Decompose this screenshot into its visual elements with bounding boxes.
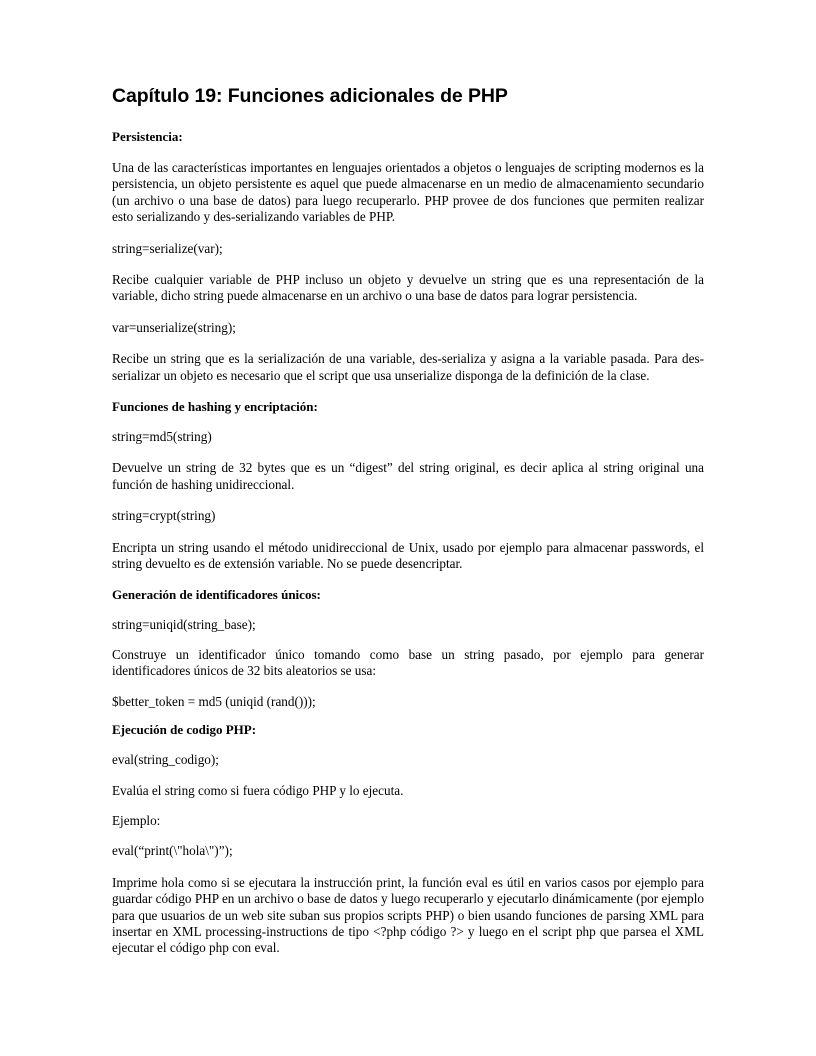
spacer: [112, 710, 704, 722]
code-eval-signature: eval(string_codigo);: [112, 752, 219, 768]
section-heading-persistencia: Persistencia:: [112, 129, 183, 144]
spacer: [112, 145, 704, 160]
paragraph-ejemplo-label: Ejemplo:: [112, 812, 161, 828]
spacer: [112, 336, 704, 351]
spacer: [112, 738, 704, 752]
section-heading-identificadores: Generación de identificadores únicos:: [112, 586, 321, 602]
paragraph-uniqid-desc: Construye un identificador único tomando como base un string pasado, por ejemplo para generar identificadores únicos de 32 bits aleatorios se usa:: [112, 646, 704, 679]
code-serialize: string=serialize(var);: [112, 240, 223, 256]
paragraph-md5-desc: Devuelve un string de 32 bytes que es un “digest” del string original, es decir aplica al string original una función de hashing unidireccional.: [112, 460, 704, 492]
spacer: [112, 257, 704, 272]
spacer: [112, 445, 704, 460]
section-heading-ejecucion: Ejecución de codigo PHP:: [112, 722, 257, 738]
spacer: [112, 603, 704, 617]
code-crypt: string=crypt(string): [112, 508, 216, 524]
document-body: [112, 84, 704, 957]
spacer: [112, 305, 704, 320]
paragraph-unserialize-desc: Recibe un string que es la serialización de una variable, des-serializa y asigna a la variable pasada. Para des-serializar un objeto es necesario que el script que usa unserialize disponga de la definición de la clase.: [112, 351, 704, 383]
spacer: [112, 633, 704, 647]
code-better-token: $better_token = md5 (uniqid (rand()));: [112, 693, 316, 709]
spacer: [112, 493, 704, 508]
page-title: Capítulo 19: Funciones adicionales de PHP: [112, 85, 508, 107]
spacer: [112, 860, 704, 875]
spacer: [112, 226, 704, 241]
spacer: [112, 108, 704, 129]
spacer: [112, 573, 704, 587]
code-unserialize: var=unserialize(string);: [112, 319, 236, 335]
section-heading-hashing: Funciones de hashing y encriptación:: [112, 399, 318, 415]
spacer: [112, 680, 704, 694]
code-uniqid: string=uniqid(string_base);: [112, 616, 256, 632]
paragraph-serialize-desc: Recibe cualquier variable de PHP incluso un objeto y devuelve un string que es una representación de la variable, dicho string puede almacenarse en un archivo o una base de datos para lograr persistencia.: [112, 272, 704, 304]
spacer: [112, 525, 704, 540]
spacer: [112, 384, 704, 399]
paragraph-eval-desc: Evalúa el string como si fuera código PHP y lo ejecuta.: [112, 782, 404, 798]
paragraph-crypt-desc: Encripta un string usando el método unidireccional de Unix, usado por ejemplo para almacenar passwords, el string devuelto es de extensión variable. No se puede desencriptar.: [112, 539, 704, 572]
paragraph-eval-usage: Imprime hola como si se ejecutara la instrucción print, la función eval es útil en varios casos por ejemplo para guardar código PHP en un archivo o base de datos y luego recuperarlo y ejecutarlo dinámicamente (por ejemplo para que usuarios de un web site suban sus propios scripts PHP) o bien usando funciones de parsing XML para insertar en XML processing-instructions de tipo <?php código ?> y luego en el script php que parsea el XML ejecutar el código php con eval.: [112, 874, 704, 956]
spacer: [112, 829, 704, 843]
spacer: [112, 769, 704, 783]
spacer: [112, 415, 704, 429]
paragraph-persistencia-intro: Una de las características importantes en lenguajes orientados a objetos o lenguajes de scripting modernos es la persistencia, un objeto persistente es aquel que puede almacenarse en un medio de almacenamiento secundario (un archivo o una base de datos) para luego recuperarlo. PHP provee de dos funciones que permiten realizar esto serializando y des-serializando variables de PHP.: [112, 160, 704, 225]
code-eval-example: eval(“print(\"hola\")”);: [112, 843, 233, 859]
spacer: [112, 799, 704, 813]
code-md5: string=md5(string): [112, 429, 212, 445]
